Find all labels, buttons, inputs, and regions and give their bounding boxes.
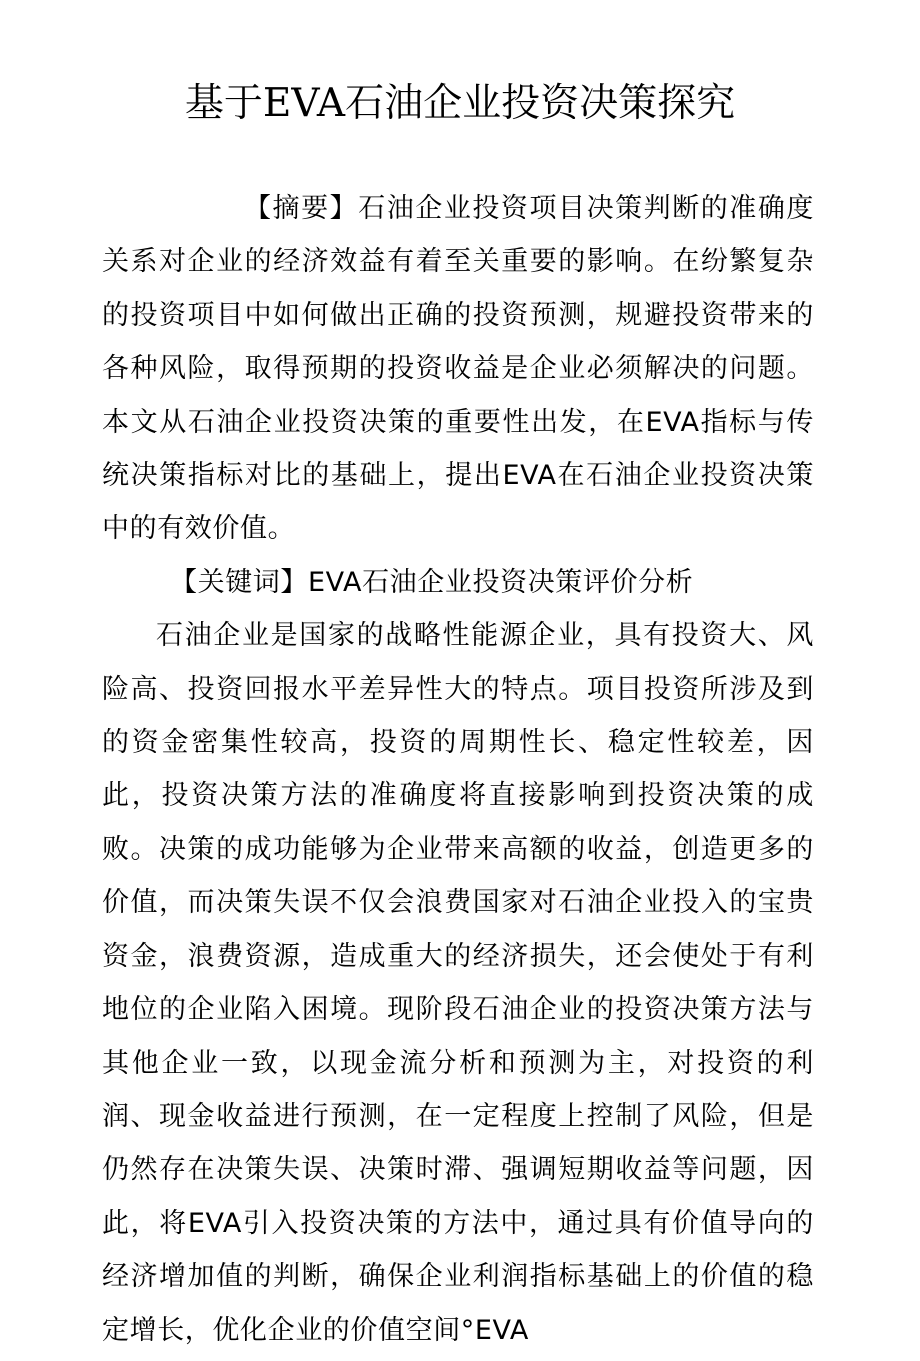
abstract-paragraph: 【摘要】石油企业投资项目决策判断的准确度关系对企业的经济效益有着至关重要的影响。在纷繁复杂的投资项目中如何做出正确的投资预测，规避投资带来的各种风险，取得预期的投资收益是企业必须解决的问题。本文从石油企业投资决策的重要性出发，在EVA指标与传统决策指标对比的基础上，提出EVA在石油企业投资决策中的有效价值。	[102, 193, 814, 545]
document-body	[102, 182, 814, 1357]
body-paragraph: 石油企业是国家的战略性能源企业，具有投资大、风险高、投资回报水平差异性大的特点。项目投资所涉及到的资金密集性较高，投资的周期性长、稳定性较差，因此，投资决策方法的准确度将直接影响到投资决策的成败。决策的成功能够为企业带来高额的收益，创造更多的价值，而决策失误不仅会浪费国家对石油企业投入的宝贵资金，浪费资源，造成重大的经济损失，还会使处于有利地位的企业陷入困境。现阶段石油企业的投资决策方法与其他企业一致，以现金流分析和预测为主，对投资的利润、现金收益进行预测，在一定程度上控制了风险，但是仍然存在决策失误、决策时滞、强调短期收益等问题，因此，将EVA引入投资决策的方法中，通过具有价值导向的经济增加值的判断，确保企业利润指标基础上的价值的稳定增长，优化企业的价值空间°EVA	[102, 620, 814, 1346]
keywords-paragraph: 【关键词】EVA石油企业投资决策评价分析	[170, 566, 694, 598]
document-title: 基于EVA石油企业投资决策探究	[184, 81, 736, 126]
